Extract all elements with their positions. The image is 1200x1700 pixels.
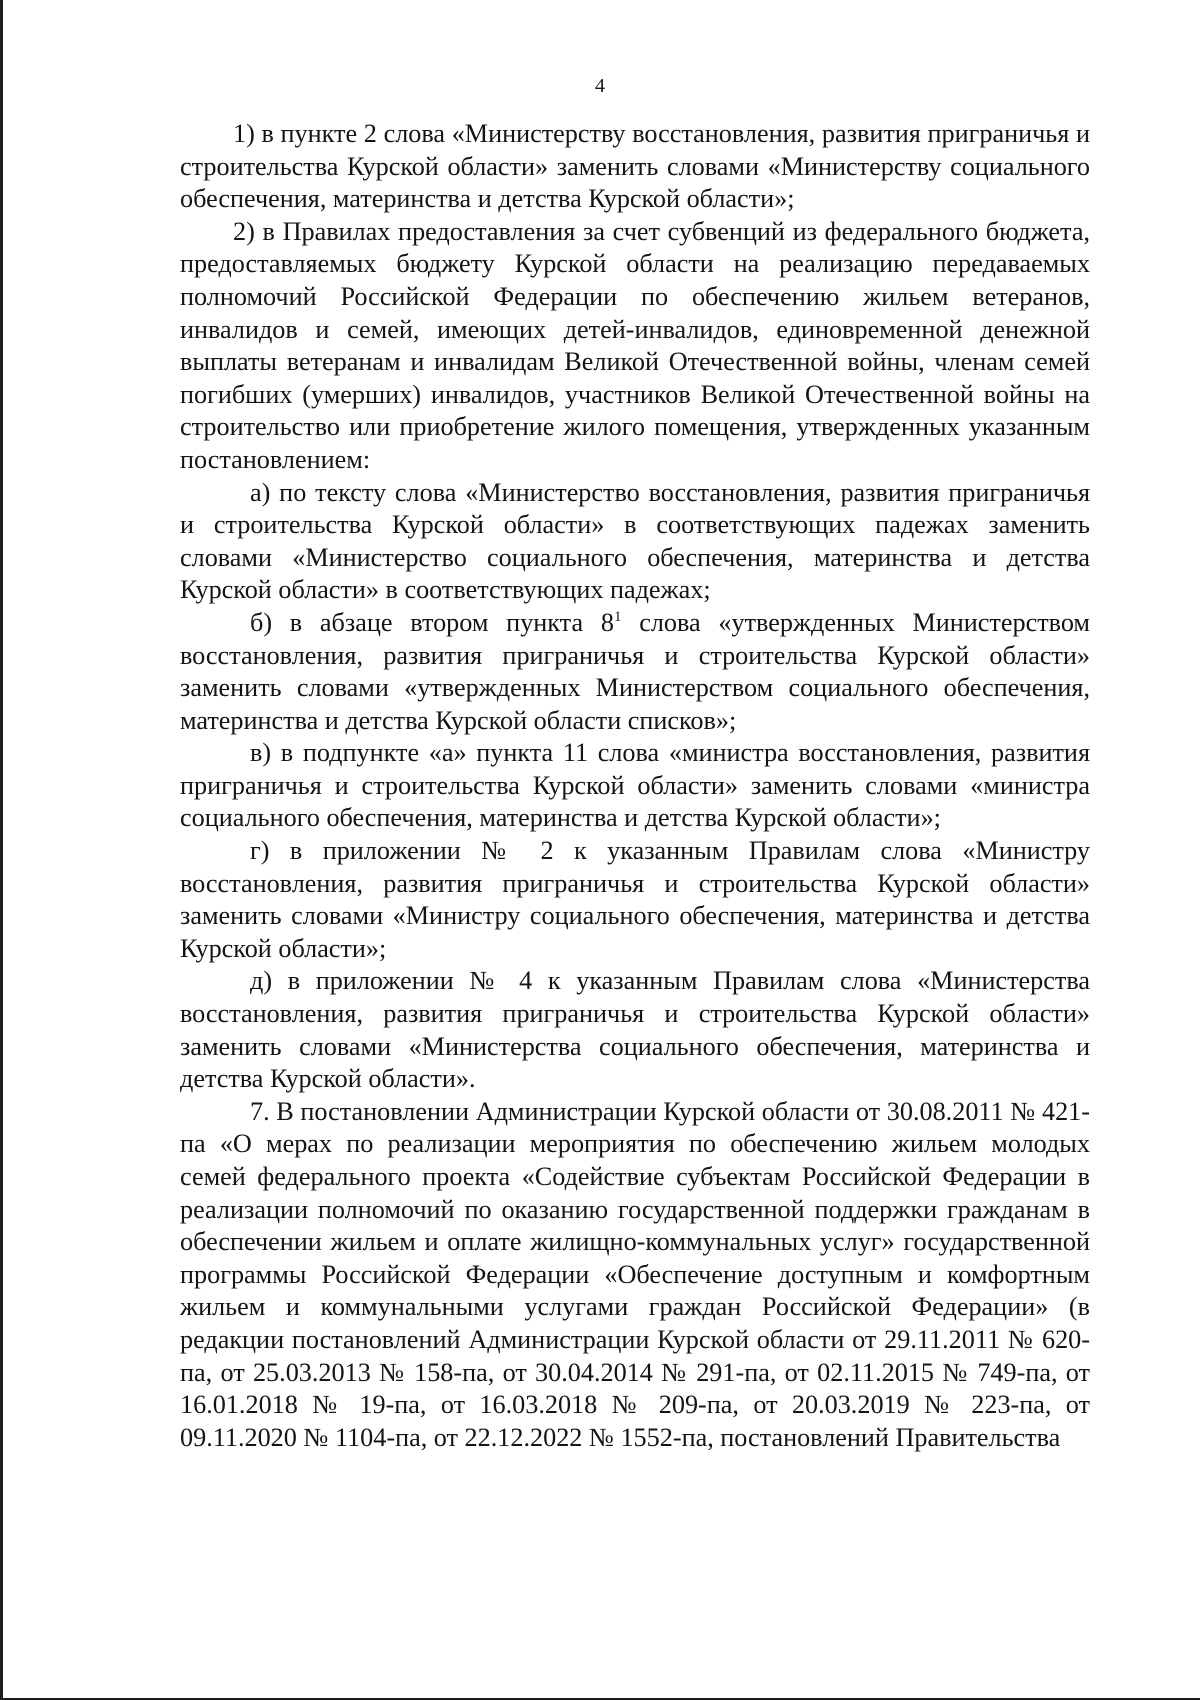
subparagraph-b-text-start: б) в абзаце втором пункта 8 [250, 607, 614, 637]
subparagraph-a: а) по тексту слова «Министерство восстановления, развития приграничья и строительства Курской области» в соответствующих падежах заменить словами «Министерство социального обеспечения, материнства и детства Курской области» в соответствующих падежах; [180, 477, 1090, 605]
page-number: 4 [595, 75, 605, 97]
subparagraph-d: д) в приложении № 4 к указанным Правилам слова «Министерства восстановления, развития приграничья и строительства Курской области» заменить словами «Министерства социального обеспечения, материнства и детства Курской области». [180, 966, 1090, 1094]
subparagraph-g: г) в приложении № 2 к указанным Правилам слова «Министру восстановления, развития приграничья и строительства Курской области» заменить словами «Министру социального обеспечения, материнства и детства Курской области»; [180, 836, 1090, 963]
subparagraph-b [180, 607, 1090, 737]
paragraph-item-2: 2) в Правилах предоставления за счет субвенций из федерального бюджета, предоставляемых бюджету Курской области на реализацию передаваемых полномочий Российской Федерации по обеспечению жильем ветеранов, инвалидов и семей, имеющих детей-инвалидов, единовременной денежной выплаты ветеранам и инвалидам Великой Отечественной войны, членам семей погибших (умерших) инвалидов, участников Великой Отечественной войны на строительство или приобретение жилого помещения, утвержденных указанным постановлением: [180, 216, 1090, 474]
subparagraph-v: в) в подпункте «а» пункта 11 слова «министра восстановления, развития приграничья и строительства Курской области» заменить словами «министра социального обеспечения, материнства и детства Курской области»; [180, 738, 1090, 833]
paragraph-item-1: 1) в пункте 2 слова «Министерству восстановления, развития приграничья и строительства Курской области» заменить словами «Министерству социального обеспечения, материнства и детства Курской области»; [180, 119, 1090, 214]
paragraph-item-7: 7. В постановлении Администрации Курской области от 30.08.2011 № 421-па «О мерах по реализации мероприятия по обеспечению жильем молодых семей федерального проекта «Содействие субъектам Российской Федерации в реализации полномочий по оказанию государственной поддержки гражданам в обеспечении жильем и оплате жилищно-коммунальных услуг» государственной программы Российской Федерации «Обеспечение доступным и комфортным жильем и коммунальными услугами граждан Российской Федерации» (в редакции постановлений Администрации Курской области от 29.11.2011 № 620-па, от 25.03.2013 № 158-па, от 30.04.2014 № 291-па, от 02.11.2015 № 749-па, от 16.01.2018 № 19-па, от 16.03.2018 № 209-па, от 20.03.2019 № 223-па, от 09.11.2020 № 1104-па, от 22.12.2022 № 1552-па, постановлений Правительства [180, 1096, 1090, 1452]
superscript-mark: 1 [613, 608, 622, 625]
subparagraph-b-text-end: слова «утвержденных Министерством восстановления, развития приграничья и строительства Курской области» заменить словами «утвержденных Министерством социального обеспечения, материнства и детства Курской области списков»; [180, 607, 1091, 735]
scan-border-left [0, 0, 3, 1700]
document-body [180, 118, 1090, 1454]
